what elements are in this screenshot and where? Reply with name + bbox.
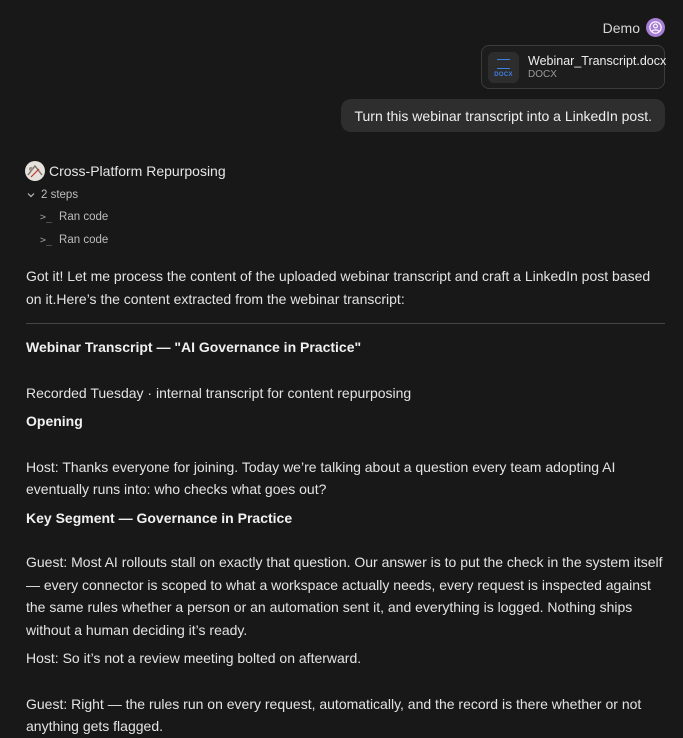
- attachment-card[interactable]: [481, 45, 665, 89]
- step-item[interactable]: [40, 234, 108, 246]
- recorded-note: Recorded Tuesday · internal transcript for content repurposing: [26, 384, 412, 401]
- step-label: Ran code: [59, 234, 109, 246]
- steps-label: 2 steps: [41, 189, 79, 201]
- user-header: [603, 18, 665, 37]
- host-paragraph-2: Host: So it’s not a review meeting bolted on afterward.: [26, 650, 362, 666]
- assistant-header: [25, 161, 226, 181]
- assistant-message: [26, 265, 665, 738]
- chevron-down-icon: [27, 191, 35, 199]
- assistant-name: Cross-Platform Repurposing: [49, 163, 226, 179]
- segment-heading: Key Segment — Governance in Practice: [26, 509, 293, 526]
- docx-file-icon: [488, 52, 519, 83]
- guest-paragraph-2: Guest: Right — the rules run on every request, automatically, and the record is there whether or not anything gets flagged.: [26, 695, 642, 734]
- user-avatar-icon[interactable]: [646, 18, 665, 37]
- transcript-title: Webinar Transcript — "AI Governance in Practice": [26, 339, 362, 355]
- assistant-avatar: [25, 161, 45, 181]
- guest-paragraph-1: Guest: Most AI rollouts stall on exactly that question. Our answer is to put the check in the system itself — every connector is scoped to what a workspace actually needs, every request is inspected against the same rules whether a person or an automation sent it, and everything is logged. Nothing ships without a human deciding it’s ready.: [26, 554, 663, 638]
- steps-toggle[interactable]: [27, 189, 78, 201]
- attachment-filename: Webinar_Transcript.docx: [528, 53, 667, 68]
- step-item[interactable]: [40, 211, 108, 223]
- user-message-bubble: Turn this webinar transcript into a LinkedIn post.: [341, 99, 665, 132]
- user-name: Demo: [602, 19, 640, 36]
- attachment-type: DOCX: [528, 68, 557, 80]
- terminal-icon: >_: [40, 234, 53, 246]
- divider: [26, 323, 665, 324]
- step-label: Ran code: [59, 211, 109, 223]
- opening-heading: Opening: [26, 413, 83, 429]
- docx-icon-label: DOCX: [494, 71, 513, 78]
- intro-text: Got it! Let me process the content of the uploaded webinar transcript and craft a LinkedIn post based on it.Here’s the content extracted from the webinar transcript:: [26, 268, 651, 307]
- opening-text: Host: Thanks everyone for joining. Today we’re talking about a question every team adopting AI eventually runs into: who checks what goes out?: [26, 458, 616, 497]
- terminal-icon: >_: [40, 211, 53, 223]
